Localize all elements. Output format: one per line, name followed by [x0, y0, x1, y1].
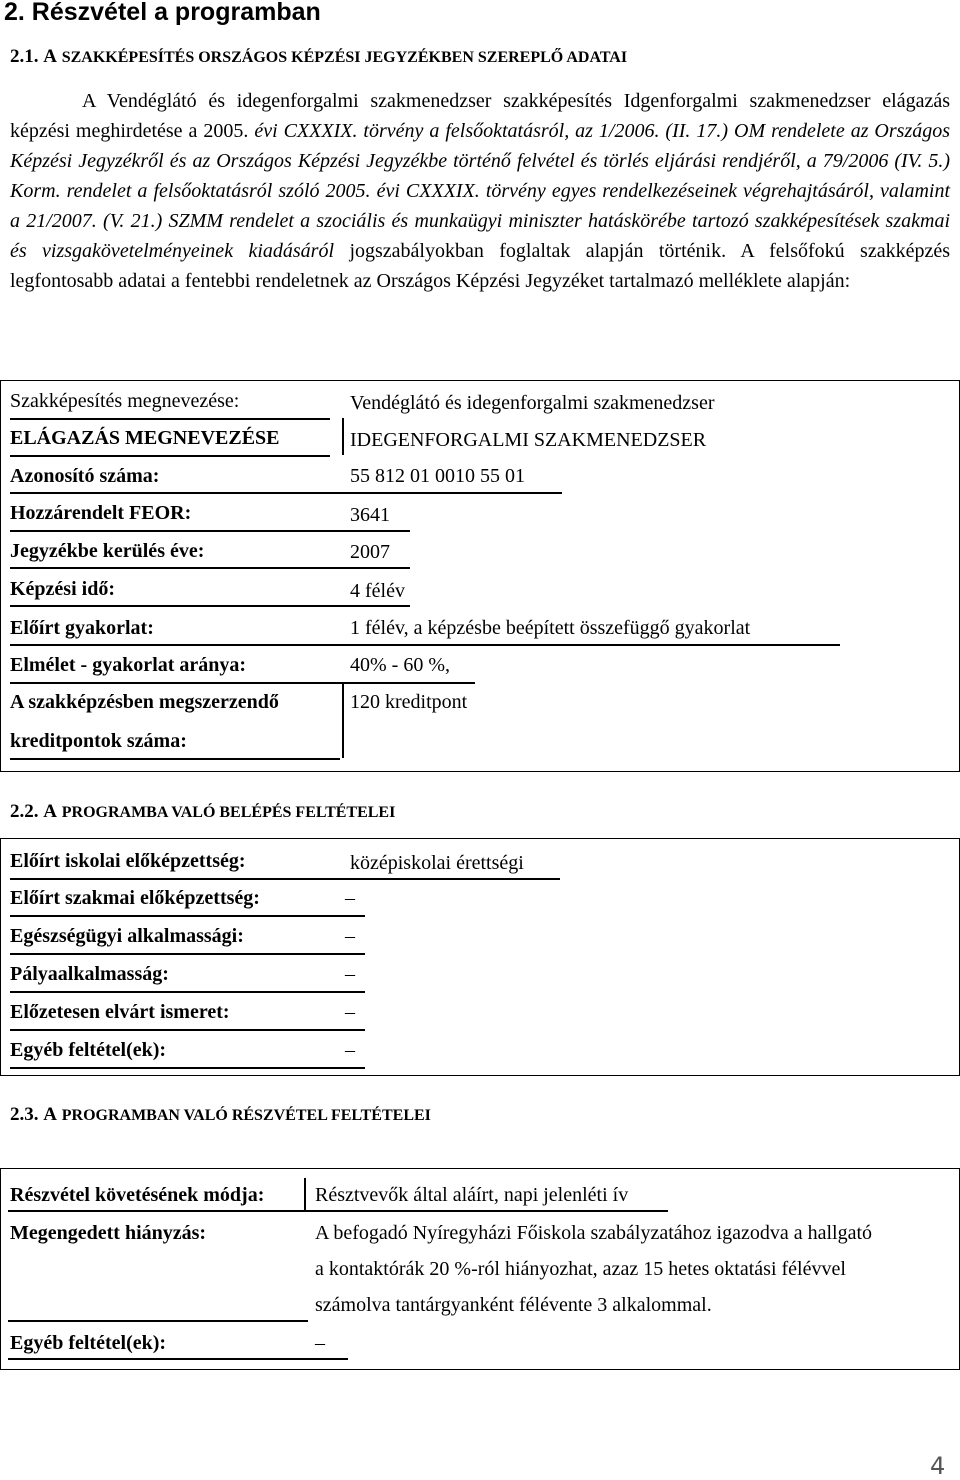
subsection-heading-2-3: 2.3. A PROGRAMBAN VALÓ RÉSZVÉTEL FELTÉTELEI: [10, 1104, 431, 1125]
table2-label-1: Előírt szakmai előképzettség:: [10, 887, 260, 909]
table2-label-2: Egészségügyi alkalmassági:: [10, 925, 244, 947]
table1-label-8: A szakképzésben megszerzendő: [10, 691, 279, 713]
table1-label-8b: kreditpontok száma:: [10, 730, 187, 752]
table3-label-2: Egyéb feltétel(ek):: [10, 1332, 167, 1354]
table2-label-0: Előírt iskolai előképzettség:: [10, 850, 246, 872]
table2-label-4: Előzetesen elvárt ismeret:: [10, 1001, 230, 1023]
table1-value-1: IDEGENFORGALMI SZAKMENEDZSER: [350, 429, 707, 451]
table2-value-4: –: [345, 1001, 355, 1023]
table1-value-2: 55 812 01 0010 55 01: [350, 465, 525, 487]
table1-value-7: 40% - 60 %,: [350, 654, 450, 676]
table3-label-1: Megengedett hiányzás:: [10, 1222, 207, 1244]
table1-value-5: 4 félév: [350, 580, 405, 602]
page-number: 4: [930, 1452, 946, 1480]
table2-value-5: –: [345, 1039, 355, 1061]
table3-value-2: –: [315, 1332, 325, 1354]
table3-value-0: Résztvevők által aláírt, napi jelenléti ív: [315, 1184, 629, 1206]
table2-value-0: középiskolai érettségi: [350, 852, 524, 874]
table1-label-0: Szakképesítés megnevezése:: [10, 390, 240, 412]
table1-value-4: 2007: [350, 541, 390, 563]
table1-label-4: Jegyzékbe kerülés éve:: [10, 540, 205, 562]
table3-label-0: Részvétel követésének módja:: [10, 1184, 265, 1206]
table2-value-2: –: [345, 925, 355, 947]
table1-label-3: Hozzárendelt FEOR:: [10, 502, 192, 524]
table1-value-3: 3641: [350, 504, 390, 526]
table3-value-1b: a kontaktórák 20 %-ról hiányozhat, azaz 15 hetes oktatási félévvel: [315, 1258, 846, 1280]
intro-paragraph: A Vendéglátó és idegenforgalmi szakmenedzser szakképesítés Idgenforgalmi szakmenedzser elágazás képzési meghirdetése a 2005. évi CXXXIX. törvény a felsőoktatásról, az 1/2006. (II. 17.) OM rendelete az Országos Képzési Jegyzékről és az Országos Képzési Jegyzékbe történő felvétel és törlés eljárási rendjéről, a 79/2006 (IV. 5.) Korm. rendelet a felsőoktatásról szóló 2005. évi CXXXIX. törvény egyes rendelkezéseinek végrehajtásáról, valamint a 21/2007. (V. 21.) SZMM rendelet a szociális és munkaügyi miniszter hatáskörébe tartozó szakképesítések szakmai és vizsgakövetelményeinek kiadásáról jogszabályokban foglaltak alapján történik. A felsőfokú szakképzés legfontosabb adatai a fentebbi rendeletnek az Országos Képzési Jegyzéket tartalmazó melléklete alapján:: [10, 90, 951, 292]
section-title: 2. Részvétel a programban: [4, 0, 321, 26]
table1-value-8: 120 kreditpont: [350, 691, 468, 713]
table1-label-6: Előírt gyakorlat:: [10, 617, 154, 639]
table3-value-1a: A befogadó Nyíregyházi Főiskola szabályzatához igazodva a hallgató: [315, 1222, 873, 1244]
table1-label-7: Elmélet - gyakorlat aránya:: [10, 654, 247, 676]
table2-value-1: –: [345, 887, 355, 909]
table1-value-6: 1 félév, a képzésbe beépített összefüggő gyakorlat: [350, 617, 751, 639]
table1-value-0: Vendéglátó és idegenforgalmi szakmenedzser: [350, 392, 715, 414]
table2-label-5: Egyéb feltétel(ek):: [10, 1039, 167, 1061]
subsection-heading-2-2: 2.2. A PROGRAMBA VALÓ BELÉPÉS FELTÉTELEI: [10, 801, 396, 822]
subsection-heading-2-1: 2.1. A SZAKKÉPESÍTÉS ORSZÁGOS KÉPZÉSI JEGYZÉKBEN SZEREPLŐ ADATAI: [10, 46, 628, 67]
table1-label-1: ELÁGAZÁS MEGNEVEZÉSE: [10, 427, 280, 449]
table2-label-3: Pályaalkalmasság:: [10, 963, 169, 985]
table1-label-2: Azonosító száma:: [10, 465, 160, 487]
table2-value-3: –: [345, 963, 355, 985]
table1-label-5: Képzési idő:: [10, 578, 115, 600]
table3-value-1c: számolva tantárgyanként félévente 3 alkalommal.: [315, 1294, 712, 1316]
